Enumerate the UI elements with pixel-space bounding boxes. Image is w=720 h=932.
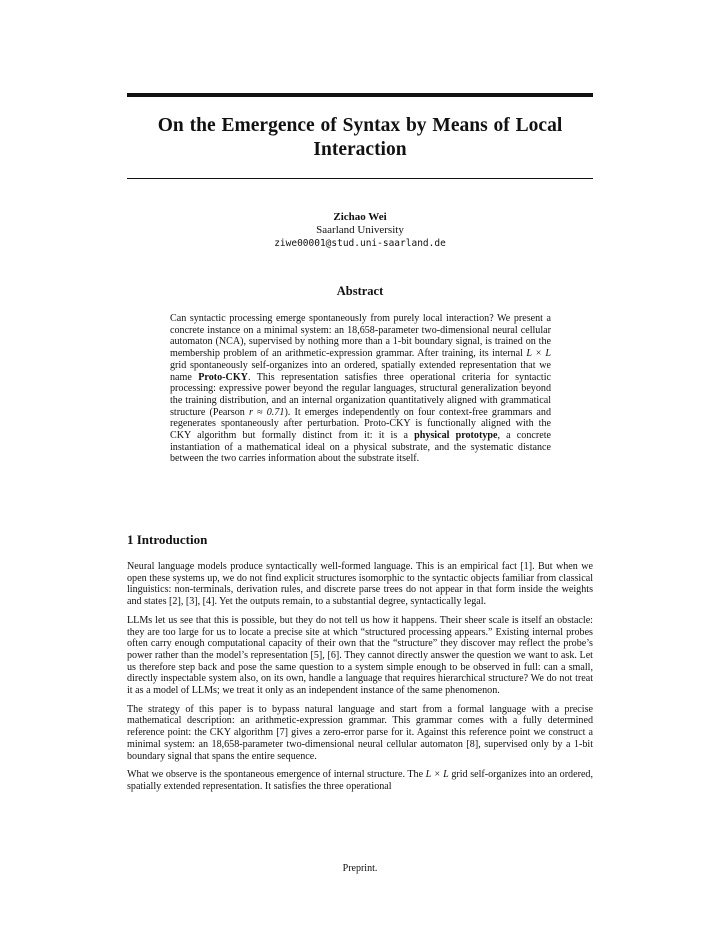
abstract-bold-physical-prototype: physical prototype: [414, 430, 498, 442]
intro-paragraph-4-part-2: grid self-organizes into an ordered, spatially extended representation. It satisfies the three operational: [127, 769, 593, 792]
title-top-rule: [127, 93, 593, 97]
abstract-math-pearson: r ≈ 0.71: [248, 406, 285, 418]
page-footer: Preprint.: [342, 863, 378, 874]
intro-paragraph-4-math: L × L: [425, 769, 449, 781]
abstract-math-grid: L × L: [526, 348, 551, 360]
abstract-part-5: , a concrete instantiation of a mathematical ideal on a physical substrate, and the systematic distance between the two carries information about the substrate itself.: [170, 430, 551, 465]
intro-paragraph-3: The strategy of this paper is to bypass natural language and start from a formal language with a precise mathematical description: an arithmetic-expression grammar. This grammar comes with a fully determined reference point: the CKY algorithm [7] gives a zero-error parse for it. Against this reference point we construct a minimal system: an 18,658-parameter two-dimensional neural cellular automaton [8], supervised only by a 1-bit boundary signal that spans the entire sequence.: [127, 703, 593, 762]
intro-paragraph-1: Neural language models produce syntactically well-formed language. This is an empirical fact [1]. But when we open these systems up, we do not find explicit structures isomorphic to the syntactic objects familiar from classical linguistics: non-terminals, derivation rules, and discrete parse trees do not appear in that form inside the weights and states [2], [3], [4]. Yet the outputs remain, to a substantial degree, syntactically legal.: [127, 561, 593, 608]
paper-title: On the Emergence of Syntax by Means of Local Interaction: [157, 115, 563, 160]
introduction-body: [127, 561, 593, 800]
section-heading-introduction: 1 Introduction: [127, 532, 208, 547]
abstract-bold-proto-cky: Proto-CKY: [198, 371, 248, 383]
abstract-part-3: . This representation satisfies three operational criteria for syntactic processing: expressive power beyond the regular languages, structural generalization beyond the training distribution, and an internal organization quantitatively aligned with grammatical structure (Pearson: [170, 371, 551, 418]
title-bottom-rule: [127, 178, 593, 179]
author-affiliation: Saarland University: [316, 224, 404, 236]
abstract-part-4: ). It emerges independently on four context-free grammars and regenerates spontaneously after perturbation. Proto-CKY is functionally aligned with the CKY algorithm but formally distinct from it: it is a: [170, 406, 552, 442]
author-email: ziwe00001@stud.uni-saarland.de: [274, 238, 446, 249]
intro-paragraph-4: [127, 769, 593, 792]
abstract-part-2: grid spontaneously self-organizes into an ordered, spatially extended representation that we name: [170, 359, 551, 383]
abstract-part-1: Can syntactic processing emerge spontaneously from purely local interaction? We present a concrete instance on a minimal system: an 18,658-parameter two-dimensional neural cellular automaton (NCA), supervised by nothing more than a 1-bit boundary signal, is trained on the membership problem of an arithmetic-expression grammar. After training, its internal: [170, 313, 551, 360]
intro-paragraph-4-part-1: What we observe is the spontaneous emergence of internal structure. The: [127, 769, 426, 781]
abstract-text: [170, 313, 551, 465]
intro-paragraph-2: LLMs let us see that this is possible, but they do not tell us how it happens. Their sheer scale is itself an obstacle: they are too large for us to locate a precise site at which “structured processing appears.” Existing internal probes often carry enough computational capacity of their own that the “structure” they discover may reflect the probe’s power rather than the model’s representation [5], [6]. They cannot directly answer the question we want to ask. Let us therefore step back and pose the same question to a system simple enough to be observed in full: can a small, directly inspectable system also, on its own, handle a language that requires hierarchical structure? We do not treat it as a model of LLMs; we treat it only as an independent instance of the same phenomenon.: [127, 614, 593, 697]
abstract-heading: Abstract: [336, 284, 384, 298]
author-block: [127, 211, 593, 250]
author-name: Zichao Wei: [333, 211, 387, 223]
